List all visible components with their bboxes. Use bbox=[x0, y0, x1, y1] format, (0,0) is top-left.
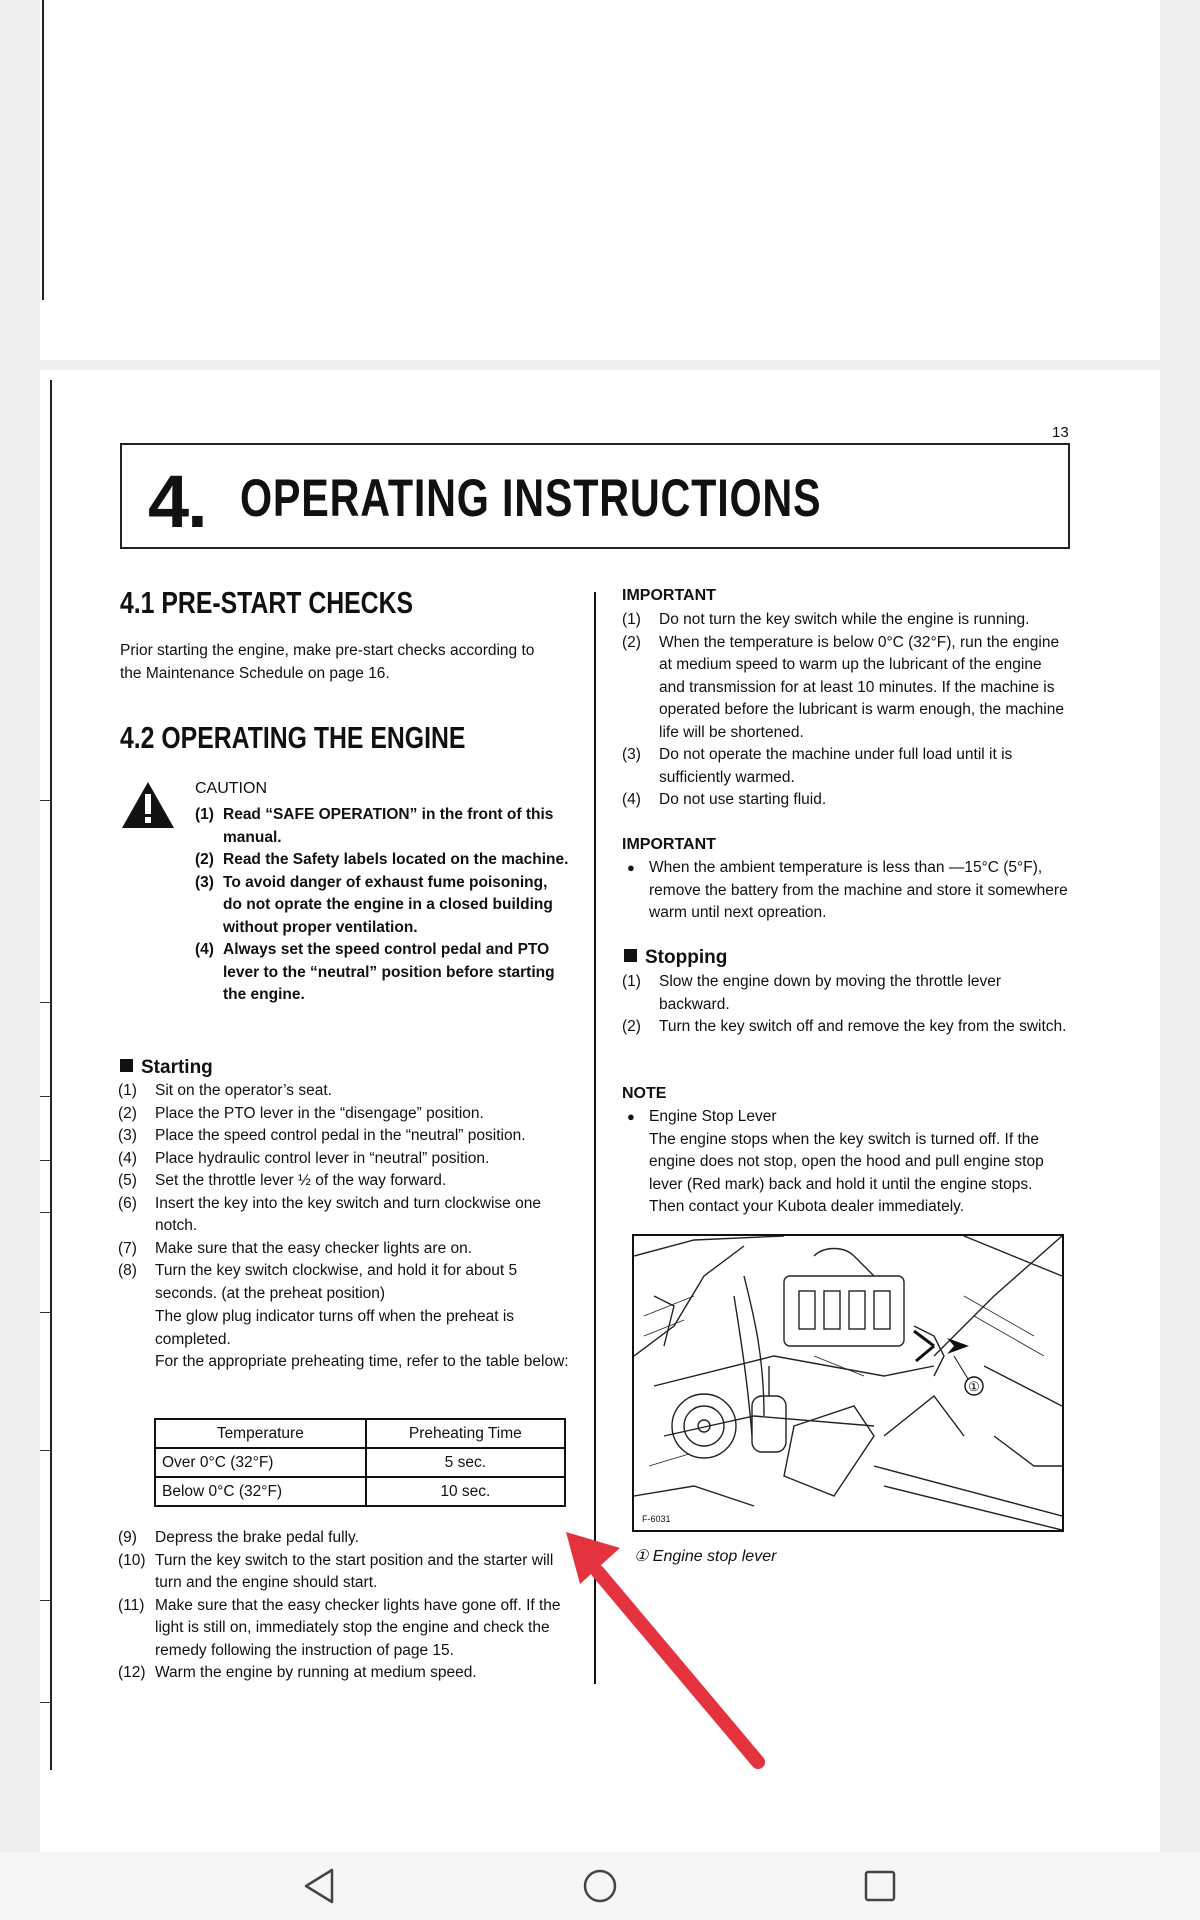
table-cell: 10 sec. bbox=[366, 1477, 565, 1506]
list-item-text: Place the PTO lever in the “disengage” position. bbox=[155, 1104, 484, 1122]
list-item-number: (12) bbox=[118, 1664, 146, 1681]
home-icon[interactable] bbox=[580, 1866, 620, 1906]
list-item-number: (10) bbox=[118, 1551, 146, 1569]
important-label: IMPORTANT bbox=[622, 587, 716, 604]
page-edge-tick bbox=[40, 800, 50, 801]
list-item bbox=[118, 1193, 570, 1238]
list-item-number: (2) bbox=[195, 851, 214, 868]
column-divider bbox=[594, 592, 596, 1684]
list-item bbox=[118, 1170, 570, 1193]
list-item-number: (11) bbox=[118, 1596, 145, 1614]
page-edge-tick bbox=[40, 1212, 50, 1213]
page-edge-line bbox=[50, 380, 52, 1770]
previous-page bbox=[40, 0, 1160, 360]
list-item-number: (4) bbox=[118, 1149, 137, 1167]
table-cell: Below 0°C (32°F) bbox=[155, 1477, 366, 1506]
page-edge-tick bbox=[40, 1160, 50, 1161]
page-edge-line bbox=[42, 0, 44, 300]
list-item bbox=[118, 1662, 570, 1685]
note-bullets bbox=[624, 1106, 1071, 1219]
list-item-number: (9) bbox=[118, 1529, 137, 1546]
starting-steps-continued bbox=[118, 1527, 570, 1685]
important-label: IMPORTANT bbox=[622, 836, 716, 853]
list-item-text: Make sure that the easy checker lights have gone off. If the light is still on, immediately stop the engine and check the remedy following the instruction of page 15. bbox=[155, 1596, 561, 1659]
list-item-number: (3) bbox=[118, 1127, 137, 1144]
list-item-text: To avoid danger of exhaust fume poisoning, do not oprate the engine in a closed building without proper ventilation. bbox=[223, 873, 553, 936]
list-item bbox=[622, 1016, 1071, 1039]
list-item bbox=[118, 1595, 570, 1663]
list-item bbox=[118, 1550, 570, 1595]
prestart-heading: 4.1 PRE-START CHECKS bbox=[120, 585, 414, 620]
page-number: 13 bbox=[1052, 424, 1069, 441]
caution-label: CAUTION bbox=[195, 780, 267, 797]
engine-illustration bbox=[634, 1236, 1062, 1530]
list-item-text: Turn the key switch to the start position and the starter will turn and the engine should start. bbox=[155, 1551, 554, 1591]
list-item-number: (1) bbox=[195, 806, 214, 823]
list-item-number: (6) bbox=[118, 1194, 137, 1212]
list-item bbox=[195, 939, 569, 1007]
list-item-number: (2) bbox=[118, 1104, 137, 1122]
list-item bbox=[195, 849, 569, 872]
list-item bbox=[195, 872, 569, 940]
list-item-text: Do not turn the key switch while the engine is running. bbox=[659, 611, 1030, 628]
list-item bbox=[622, 632, 1071, 745]
list-item-text: Warm the engine by running at medium speed. bbox=[155, 1664, 477, 1681]
note-label: NOTE bbox=[622, 1085, 667, 1102]
list-item-number: (7) bbox=[118, 1239, 137, 1257]
list-item bbox=[195, 804, 569, 849]
list-item-text: When the temperature is below 0°C (32°F), run the engine at medium speed to warm up the lubricant of the engine and transmission for at least 10 minutes. If the machine is operated before the lubricant is warm enough, the machine life will be shortened. bbox=[659, 633, 1064, 741]
table-header: Temperature bbox=[155, 1419, 366, 1448]
figure-callout: ① bbox=[968, 1379, 980, 1394]
list-item-text: Place the speed control pedal in the “neutral” position. bbox=[155, 1127, 526, 1144]
list-item-text: Do not use starting fluid. bbox=[659, 791, 827, 808]
important-list bbox=[622, 609, 1071, 812]
list-item bbox=[622, 744, 1071, 789]
list-item-number: (1) bbox=[622, 973, 641, 990]
list-item-text: Slow the engine down by moving the throttle lever backward. bbox=[659, 973, 1002, 1013]
list-item-number: (4) bbox=[622, 791, 641, 808]
stopping-heading: Stopping bbox=[624, 947, 727, 969]
list-item-number: (8) bbox=[118, 1262, 137, 1279]
list-item-text: Set the throttle lever ½ of the way forward. bbox=[155, 1172, 447, 1189]
list-item-text: Always set the speed control pedal and PTO lever to the “neutral” position before starting the engine. bbox=[223, 941, 555, 1003]
list-item-text: Do not operate the machine under full load until it is sufficiently warmed. bbox=[659, 746, 1013, 786]
list-item-number: (3) bbox=[195, 873, 214, 891]
table-cell: Over 0°C (32°F) bbox=[155, 1448, 366, 1477]
list-item-text: Turn the key switch clockwise, and hold it for about 5 seconds. (at the preheat position) bbox=[155, 1262, 518, 1302]
operating-heading: 4.2 OPERATING THE ENGINE bbox=[120, 720, 466, 755]
stopping-steps bbox=[622, 971, 1071, 1039]
navigation-bar bbox=[0, 1852, 1200, 1920]
list-item bbox=[118, 1238, 570, 1261]
table-row bbox=[155, 1448, 565, 1477]
table-header: Preheating Time bbox=[366, 1419, 565, 1448]
list-item-text: Depress the brake pedal fully. bbox=[155, 1529, 359, 1546]
list-item bbox=[622, 789, 1071, 812]
engine-figure bbox=[632, 1234, 1064, 1532]
list-item-text: Make sure that the easy checker lights are on. bbox=[155, 1239, 473, 1257]
table-cell: 5 sec. bbox=[366, 1448, 565, 1477]
prestart-text: Prior starting the engine, make pre-start checks according to the Maintenance Schedule on page 16. bbox=[120, 642, 535, 682]
page-edge-tick bbox=[40, 1450, 50, 1451]
list-item bbox=[118, 1527, 570, 1550]
figure-caption: ① Engine stop lever bbox=[634, 1548, 777, 1565]
list-item-text: Insert the key into the key switch and turn clockwise one notch. bbox=[155, 1194, 541, 1234]
list-item bbox=[624, 1106, 1071, 1219]
step8-note-2: For the appropriate preheating time, refer to the table below: bbox=[155, 1353, 569, 1370]
list-item bbox=[622, 971, 1071, 1016]
warning-triangle-icon bbox=[120, 780, 176, 830]
list-item bbox=[118, 1080, 570, 1103]
recents-icon[interactable] bbox=[860, 1866, 900, 1906]
list-item: ● When the ambient temperature is less than —15°C (5°F), remove the battery from the machine and store it somewhere warm until next opreation. bbox=[624, 857, 1071, 925]
page-edge-tick bbox=[40, 1600, 50, 1601]
starting-steps bbox=[118, 1080, 570, 1305]
list-item-number: (3) bbox=[622, 746, 641, 763]
chapter-title-box bbox=[120, 443, 1070, 549]
list-item bbox=[118, 1103, 570, 1126]
chapter-number: 4. bbox=[148, 460, 206, 543]
list-item-number: (4) bbox=[195, 941, 214, 958]
figure-code: F-6031 bbox=[642, 1514, 671, 1524]
step8-note-1: The glow plug indicator turns off when the preheat is completed. bbox=[155, 1308, 515, 1348]
list-item bbox=[118, 1260, 570, 1305]
caution-list bbox=[195, 804, 569, 1007]
table-row bbox=[155, 1477, 565, 1506]
list-item-number: (1) bbox=[622, 611, 641, 628]
square-bullet-icon bbox=[624, 949, 637, 962]
page-edge-tick bbox=[40, 1312, 50, 1313]
note-item-text: The engine stops when the key switch is turned off. If the engine does not stop, open the hood and pull engine stop lever (Red mark) back and hold it until the engine stops. Then contact your Kubota dealer immediately. bbox=[649, 1130, 1044, 1215]
page-edge-tick bbox=[40, 1096, 50, 1097]
list-item-text: Place hydraulic control lever in “neutral” position. bbox=[155, 1149, 490, 1167]
important-bullets bbox=[624, 857, 1071, 925]
starting-heading: Starting bbox=[120, 1057, 213, 1079]
back-icon[interactable] bbox=[300, 1866, 340, 1906]
list-item-number: (2) bbox=[622, 633, 641, 651]
list-item-text: Turn the key switch off and remove the key from the switch. bbox=[659, 1018, 1067, 1035]
list-item-text: Read “SAFE OPERATION” in the front of this manual. bbox=[223, 806, 554, 846]
square-bullet-icon bbox=[120, 1059, 133, 1072]
list-item bbox=[118, 1125, 570, 1148]
list-item bbox=[622, 609, 1071, 632]
list-item-number: (2) bbox=[622, 1018, 641, 1035]
list-item bbox=[118, 1148, 570, 1171]
page-edge-tick bbox=[40, 1702, 50, 1703]
list-item-number: (1) bbox=[118, 1082, 137, 1099]
preheat-table bbox=[154, 1418, 566, 1507]
list-item-number: (5) bbox=[118, 1172, 137, 1189]
page-edge-tick bbox=[40, 1002, 50, 1003]
chapter-title: OPERATING INSTRUCTIONS bbox=[240, 469, 822, 528]
list-item-text: Read the Safety labels located on the machine. bbox=[223, 851, 569, 868]
note-item-title: ● Engine Stop Lever bbox=[649, 1108, 777, 1125]
list-item-text: Sit on the operator’s seat. bbox=[155, 1082, 332, 1099]
